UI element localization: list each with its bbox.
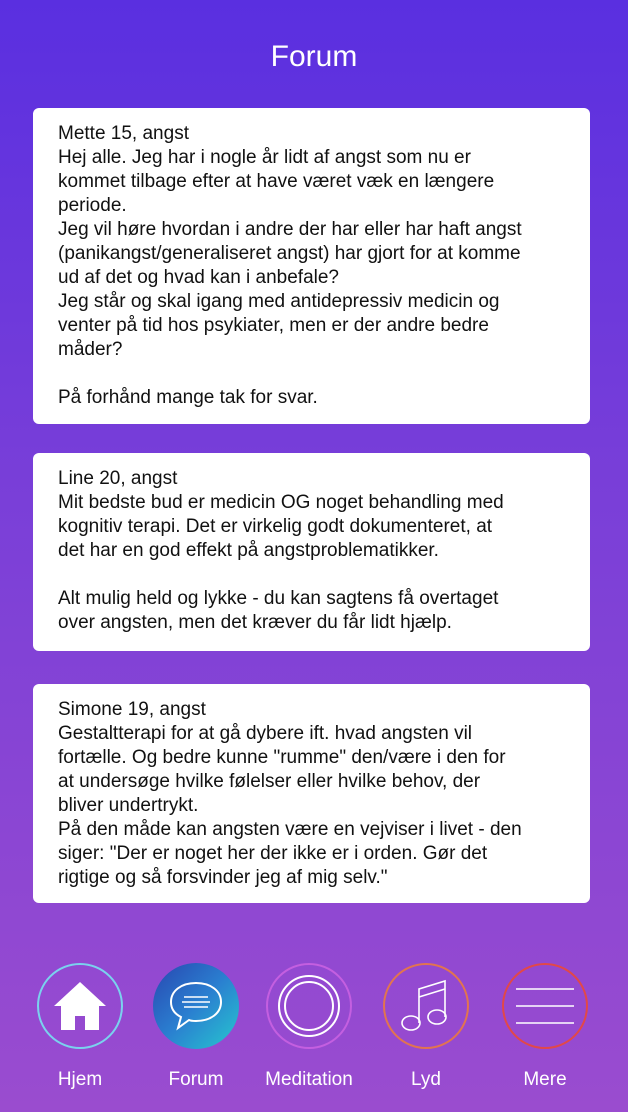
nav-item-lyd[interactable] xyxy=(366,963,486,1091)
home-button[interactable] xyxy=(37,963,123,1049)
forum-button[interactable] xyxy=(153,963,239,1049)
bottom-nav-bar xyxy=(0,963,628,1093)
nav-item-forum[interactable] xyxy=(136,963,256,1091)
menu-lines-icon xyxy=(514,981,576,1031)
chat-bubble-icon xyxy=(167,979,225,1033)
forum-post-card[interactable] xyxy=(33,453,590,651)
post-author: Line 20, angst xyxy=(58,468,178,489)
forum-post-card[interactable] xyxy=(33,108,590,424)
post-author: Mette 15, angst xyxy=(58,123,189,144)
home-icon xyxy=(50,978,110,1034)
lyd-button[interactable] xyxy=(383,963,469,1049)
forum-post-card[interactable] xyxy=(33,684,590,903)
nav-item-meditation[interactable] xyxy=(249,963,369,1091)
post-body: Mit bedste bud er medicin OG noget behandling med kognitiv terapi. Det er virkelig godt dokumenteret, at det har en god effekt på angstproblematikker. Alt mulig held og lykke - du kan sagtens få overtaget over angsten, men det kræver du får lidt hjælp. xyxy=(58,492,504,633)
nav-label-mere: Mere xyxy=(523,1069,567,1090)
nav-item-mere[interactable] xyxy=(485,963,605,1091)
post-author: Simone 19, angst xyxy=(58,699,206,720)
post-body: Hej alle. Jeg har i nogle år lidt af angst som nu er kommet tilbage efter at have været væk en længere periode. Jeg vil høre hvordan i andre der har eller har haft angst (panikangst/generaliseret angst) har gjort for at komme ud af det og hvad kan i anbefale? Jeg står og skal igang med antidepressiv medicin og venter på tid hos psykiater, men er der andre bedre måder? På forhånd mange tak for svar. xyxy=(58,147,522,408)
music-note-icon xyxy=(395,975,457,1037)
meditation-button[interactable] xyxy=(266,963,352,1049)
nav-item-home[interactable] xyxy=(20,963,140,1091)
circle-icon xyxy=(274,971,344,1041)
page-title: Forum xyxy=(270,40,358,73)
mere-button[interactable] xyxy=(502,963,588,1049)
nav-label-forum: Forum xyxy=(168,1069,224,1090)
post-body: Gestaltterapi for at gå dybere ift. hvad angsten vil fortælle. Og bedre kunne "rumme" den/være i den for at undersøge hvilke følelser eller hvilke behov, der bliver undertrykt. På den måde kan angsten være en vejviser i livet - den siger: "Der er noget her der ikke er i orden. Gør det rigtige og så forsvinder jeg af mig selv." xyxy=(58,723,522,888)
nav-label-home: Hjem xyxy=(57,1069,103,1090)
nav-label-lyd: Lyd xyxy=(411,1069,441,1090)
nav-label-meditation: Meditation xyxy=(265,1069,353,1090)
